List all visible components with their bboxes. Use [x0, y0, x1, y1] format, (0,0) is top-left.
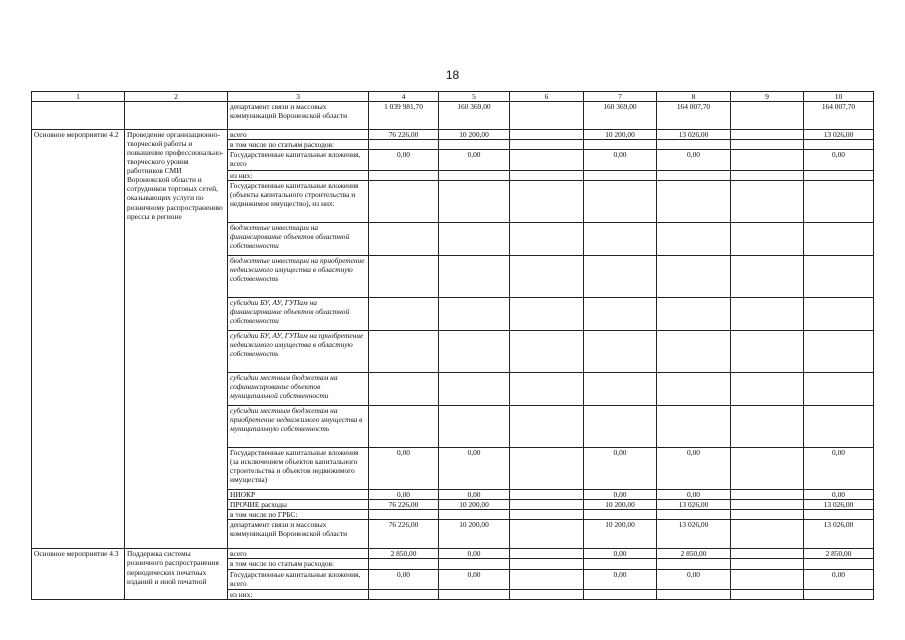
value-cell — [584, 589, 657, 599]
column-header: 6 — [510, 92, 584, 102]
value-cell — [731, 569, 804, 589]
value-cell — [510, 373, 584, 406]
value-cell — [439, 171, 510, 181]
row-label: бюджетные инвестиции на финансирование объектов областной собственности — [228, 223, 369, 256]
row-label: субсидии местным бюджетам на софинансирование объектов муниципальной собственности — [228, 373, 369, 406]
value-cell — [804, 331, 874, 373]
row-label: субсидии БУ, АУ, ГУПам на приобретение недвижимого имущества в областную собственность — [228, 331, 369, 373]
value-cell: 0,00 — [439, 150, 510, 171]
value-cell — [731, 490, 804, 500]
value-cell — [369, 406, 439, 448]
row-label: всего — [228, 130, 369, 140]
value-cell: 0,00 — [369, 448, 439, 490]
value-cell: 0,00 — [804, 490, 874, 500]
value-cell: 0,00 — [584, 549, 657, 559]
column-number-row — [32, 92, 874, 102]
value-cell: 13 026,00 — [804, 520, 874, 549]
value-cell — [804, 223, 874, 256]
value-cell: 76 226,00 — [369, 500, 439, 510]
value-cell — [369, 373, 439, 406]
row-label: департамент связи и массовых коммуникаций Воронежской области — [228, 520, 369, 549]
value-cell — [731, 520, 804, 549]
value-cell — [584, 510, 657, 520]
value-cell — [369, 256, 439, 298]
value-cell — [584, 171, 657, 181]
value-cell — [731, 298, 804, 331]
column-header: 1 — [32, 92, 125, 102]
value-cell — [731, 549, 804, 559]
value-cell — [439, 559, 510, 569]
value-cell: 0,00 — [584, 490, 657, 500]
column-header: 3 — [228, 92, 369, 102]
row-label: субсидии местным бюджетам на приобретение недвижимого имущества в муниципальную собственность — [228, 406, 369, 448]
column-header: 10 — [804, 92, 874, 102]
measure-title: Проведение организационно-творческой работы и повышение профессионально-творческого уровня работников СМИ Воронежской области и сотрудников торговых сетей, оказывающих услуги по розничному распространению прессы в регионе — [125, 130, 228, 549]
value-cell — [584, 181, 657, 223]
value-cell — [510, 150, 584, 171]
value-cell: 160 369,00 — [439, 102, 510, 130]
value-cell — [584, 331, 657, 373]
measure-title: Поддержка системы розничного распространения периодических печатных изданий и иной печатной — [125, 549, 228, 599]
value-cell — [510, 520, 584, 549]
value-cell — [510, 510, 584, 520]
value-cell: 0,00 — [369, 150, 439, 171]
value-cell — [804, 298, 874, 331]
value-cell — [731, 589, 804, 599]
page-number: 18 — [445, 68, 460, 82]
value-cell: 10 200,00 — [584, 520, 657, 549]
value-cell — [657, 373, 731, 406]
row-label: в том числе по статьям расходов: — [228, 140, 369, 150]
value-cell: 2 850,00 — [369, 549, 439, 559]
value-cell — [510, 569, 584, 589]
value-cell — [731, 406, 804, 448]
title-cell — [125, 102, 228, 130]
value-cell — [731, 181, 804, 223]
column-header: 5 — [439, 92, 510, 102]
value-cell — [584, 256, 657, 298]
value-cell — [439, 181, 510, 223]
column-header: 7 — [584, 92, 657, 102]
value-cell — [584, 406, 657, 448]
value-cell: 2 850,00 — [804, 549, 874, 559]
value-cell — [731, 331, 804, 373]
value-cell — [510, 181, 584, 223]
value-cell: 2 850,00 — [657, 549, 731, 559]
value-cell — [584, 223, 657, 256]
value-cell — [510, 171, 584, 181]
value-cell: 0,00 — [657, 569, 731, 589]
value-cell — [439, 406, 510, 448]
value-cell — [439, 373, 510, 406]
value-cell — [439, 331, 510, 373]
value-cell: 0,00 — [657, 150, 731, 171]
value-cell — [731, 256, 804, 298]
value-cell: 0,00 — [369, 569, 439, 589]
value-cell — [731, 150, 804, 171]
value-cell — [369, 140, 439, 150]
value-cell — [657, 140, 731, 150]
value-cell — [369, 589, 439, 599]
value-cell — [584, 373, 657, 406]
value-cell — [510, 130, 584, 140]
value-cell: 13 026,00 — [657, 130, 731, 140]
value-cell: 160 369,00 — [584, 102, 657, 130]
value-cell — [510, 102, 584, 130]
row-label: Государственные капитальные вложения (за исключением объектов капитального строительства и объектов недвижимого имущества) — [228, 448, 369, 490]
value-cell — [657, 223, 731, 256]
row-label: субсидии БУ, АУ, ГУПам на финансирование объектов областной собственности — [228, 298, 369, 331]
value-cell — [731, 500, 804, 510]
value-cell — [804, 406, 874, 448]
value-cell: 0,00 — [584, 569, 657, 589]
value-cell: 0,00 — [439, 490, 510, 500]
value-cell — [731, 373, 804, 406]
value-cell: 13 026,00 — [804, 130, 874, 140]
column-header: 2 — [125, 92, 228, 102]
value-cell — [510, 331, 584, 373]
value-cell: 13 026,00 — [657, 500, 731, 510]
value-cell — [439, 510, 510, 520]
value-cell — [584, 140, 657, 150]
row-label: из них: — [228, 171, 369, 181]
value-cell: 0,00 — [584, 150, 657, 171]
value-cell: 0,00 — [369, 490, 439, 500]
value-cell — [369, 559, 439, 569]
value-cell — [510, 256, 584, 298]
row-label: НИОКР — [228, 490, 369, 500]
expenditure-table — [31, 91, 874, 600]
value-cell — [731, 140, 804, 150]
value-cell: 10 200,00 — [439, 130, 510, 140]
value-cell: 164 007,70 — [657, 102, 731, 130]
value-cell: 0,00 — [804, 448, 874, 490]
value-cell — [657, 406, 731, 448]
value-cell — [510, 406, 584, 448]
measure-code: Основное мероприятие 4.2 — [32, 130, 125, 549]
value-cell: 10 200,00 — [584, 130, 657, 140]
value-cell — [804, 171, 874, 181]
value-cell — [510, 223, 584, 256]
table-row — [32, 102, 874, 130]
value-cell — [657, 331, 731, 373]
value-cell — [731, 559, 804, 569]
value-cell — [369, 298, 439, 331]
value-cell — [510, 448, 584, 490]
value-cell: 164 007,70 — [804, 102, 874, 130]
value-cell — [510, 298, 584, 331]
row-label: в том числе по ГРБС: — [228, 510, 369, 520]
row-label: Государственные капитальные вложения (объекты капитального строительства и недвижимое имущество), из них: — [228, 181, 369, 223]
value-cell — [510, 589, 584, 599]
row-label: из них: — [228, 589, 369, 599]
value-cell — [510, 490, 584, 500]
value-cell: 0,00 — [657, 448, 731, 490]
value-cell — [510, 549, 584, 559]
value-cell — [657, 181, 731, 223]
value-cell: 0,00 — [584, 448, 657, 490]
value-cell — [439, 589, 510, 599]
value-cell: 0,00 — [439, 448, 510, 490]
column-header: 9 — [731, 92, 804, 102]
value-cell — [804, 373, 874, 406]
value-cell — [510, 500, 584, 510]
value-cell — [439, 223, 510, 256]
value-cell: 10 200,00 — [584, 500, 657, 510]
value-cell — [510, 140, 584, 150]
value-cell — [804, 559, 874, 569]
value-cell — [657, 510, 731, 520]
table-row — [32, 130, 874, 140]
value-cell — [804, 256, 874, 298]
value-cell — [510, 559, 584, 569]
value-cell — [731, 171, 804, 181]
value-cell — [369, 331, 439, 373]
row-label: бюджетные инвестиции на приобретение недвижимого имущества в областную собственность — [228, 256, 369, 298]
value-cell — [731, 223, 804, 256]
value-cell: 0,00 — [804, 150, 874, 171]
value-cell — [584, 559, 657, 569]
value-cell — [657, 256, 731, 298]
value-cell — [657, 171, 731, 181]
value-cell — [804, 589, 874, 599]
value-cell: 0,00 — [439, 569, 510, 589]
value-cell: 0,00 — [657, 490, 731, 500]
row-label: Государственные капитальные вложения, всего — [228, 569, 369, 589]
row-label: Государственные капитальные вложения, всего — [228, 150, 369, 171]
row-label: в том числе по статьям расходов: — [228, 559, 369, 569]
value-cell — [657, 559, 731, 569]
value-cell: 10 200,00 — [439, 500, 510, 510]
code-cell — [32, 102, 125, 130]
value-cell — [369, 510, 439, 520]
value-cell — [439, 140, 510, 150]
row-label: всего — [228, 549, 369, 559]
value-cell: 0,00 — [439, 549, 510, 559]
value-cell — [804, 140, 874, 150]
value-cell — [369, 171, 439, 181]
value-cell: 76 226,00 — [369, 520, 439, 549]
value-cell — [804, 510, 874, 520]
value-cell: 10 200,00 — [439, 520, 510, 549]
value-cell — [731, 130, 804, 140]
column-header: 8 — [657, 92, 731, 102]
value-cell: 13 026,00 — [804, 500, 874, 510]
value-cell — [731, 510, 804, 520]
value-cell: 1 039 981,70 — [369, 102, 439, 130]
value-cell — [439, 298, 510, 331]
value-cell — [657, 589, 731, 599]
table-row — [32, 549, 874, 559]
value-cell — [369, 223, 439, 256]
value-cell — [731, 448, 804, 490]
value-cell: 0,00 — [804, 569, 874, 589]
value-cell — [731, 102, 804, 130]
value-cell: 13 026,00 — [657, 520, 731, 549]
row-label: департамент связи и массовых коммуникаций Воронежской области — [228, 102, 369, 130]
measure-code: Основное мероприятие 4.3 — [32, 549, 125, 599]
value-cell — [584, 298, 657, 331]
value-cell — [439, 256, 510, 298]
row-label: ПРОЧИЕ расходы — [228, 500, 369, 510]
value-cell — [804, 181, 874, 223]
value-cell: 76 226,00 — [369, 130, 439, 140]
column-header: 4 — [369, 92, 439, 102]
value-cell — [369, 181, 439, 223]
value-cell — [657, 298, 731, 331]
